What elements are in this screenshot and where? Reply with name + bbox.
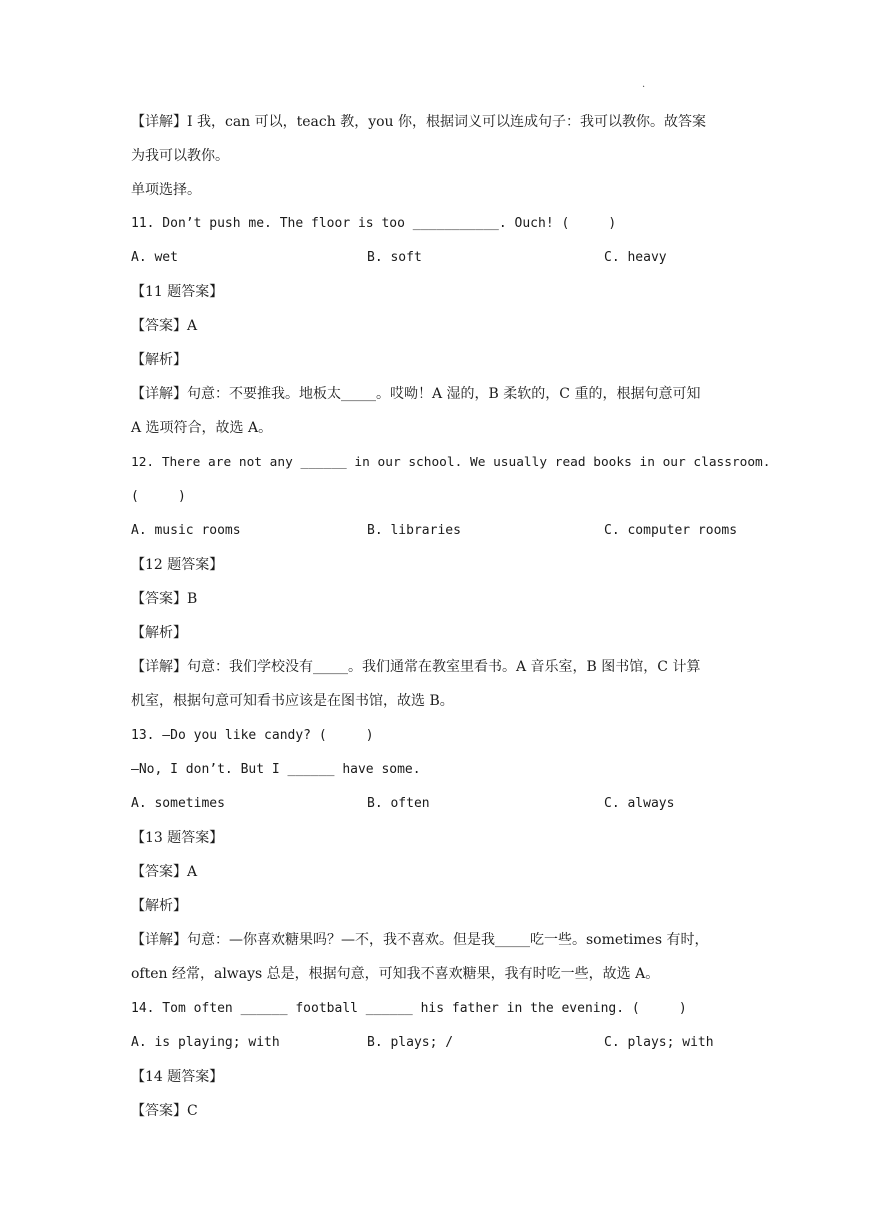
q13-explanation-line1: 【详解】句意：—你喜欢糖果吗？—不，我不喜欢。但是我_____吃一些。sometimes 有时， bbox=[131, 932, 709, 948]
q12-explanation-line2: 机室，根据句意可知看书应该是在图书馆，故选 B。 bbox=[131, 693, 454, 709]
q11-option-b: B. soft bbox=[367, 250, 422, 265]
section-heading: 单项选择。 bbox=[131, 182, 201, 198]
q12-option-a: A. music rooms bbox=[131, 523, 241, 538]
q10-explanation-line1: 【详解】I 我，can 可以，teach 教，you 你，根据词义可以连成句子：我可以教你。故答案 bbox=[131, 114, 707, 130]
q14-option-c: C. plays; with bbox=[604, 1035, 714, 1050]
q11-option-c: C. heavy bbox=[604, 250, 667, 265]
question-14: 14. Tom often ______ football ______ his father in the evening. ( ) bbox=[131, 1001, 687, 1016]
q12-explanation-line1: 【详解】句意：我们学校没有_____。我们通常在教室里看书。A 音乐室，B 图书馆，C 计算 bbox=[131, 659, 701, 675]
q12-option-c: C. computer rooms bbox=[604, 523, 738, 538]
q11-analysis-heading: 【解析】 bbox=[131, 352, 187, 368]
header-mark: · bbox=[642, 82, 646, 93]
q11-explanation-line1: 【详解】句意：不要推我。地板太_____。哎呦！A 湿的，B 柔软的，C 重的，根据句意可知 bbox=[131, 386, 701, 402]
question-11: 11. Don’t push me. The floor is too ___________. Ouch! ( ) bbox=[131, 216, 617, 231]
q11-answer-heading: 【11 题答案】 bbox=[131, 284, 224, 300]
q13-analysis-heading: 【解析】 bbox=[131, 898, 187, 914]
q12-option-b: B. libraries bbox=[367, 523, 461, 538]
q13-option-a: A. sometimes bbox=[131, 796, 225, 811]
q10-explanation-line2: 为我可以教你。 bbox=[131, 148, 229, 164]
question-13: 13. —Do you like candy? ( ) bbox=[131, 728, 374, 743]
q13-answer: 【答案】A bbox=[131, 864, 198, 880]
q12-answer: 【答案】B bbox=[131, 591, 198, 607]
q11-explanation-line2: A 选项符合，故选 A。 bbox=[131, 420, 273, 436]
q12-analysis-heading: 【解析】 bbox=[131, 625, 187, 641]
q13-option-c: C. always bbox=[604, 796, 675, 811]
q14-option-b: B. plays; / bbox=[367, 1035, 454, 1050]
q11-answer: 【答案】A bbox=[131, 318, 198, 334]
q13-option-b: B. often bbox=[367, 796, 430, 811]
q13-answer-heading: 【13 题答案】 bbox=[131, 830, 224, 846]
question-13-reply: —No, I don’t. But I ______ have some. bbox=[131, 762, 421, 777]
q14-answer-heading: 【14 题答案】 bbox=[131, 1069, 224, 1085]
q11-option-a: A. wet bbox=[131, 250, 178, 265]
q12-answer-heading: 【12 题答案】 bbox=[131, 557, 224, 573]
question-12: 12. There are not any ______ in our school. We usually read books in our classroom. bbox=[131, 455, 771, 470]
q14-answer: 【答案】C bbox=[131, 1103, 198, 1119]
q14-option-a: A. is playing; with bbox=[131, 1035, 280, 1050]
q13-explanation-line2: often 经常，always 总是，根据句意，可知我不喜欢糖果，我有时吃一些，故选 A。 bbox=[131, 966, 660, 982]
question-12-bracket: ( ) bbox=[131, 489, 186, 504]
